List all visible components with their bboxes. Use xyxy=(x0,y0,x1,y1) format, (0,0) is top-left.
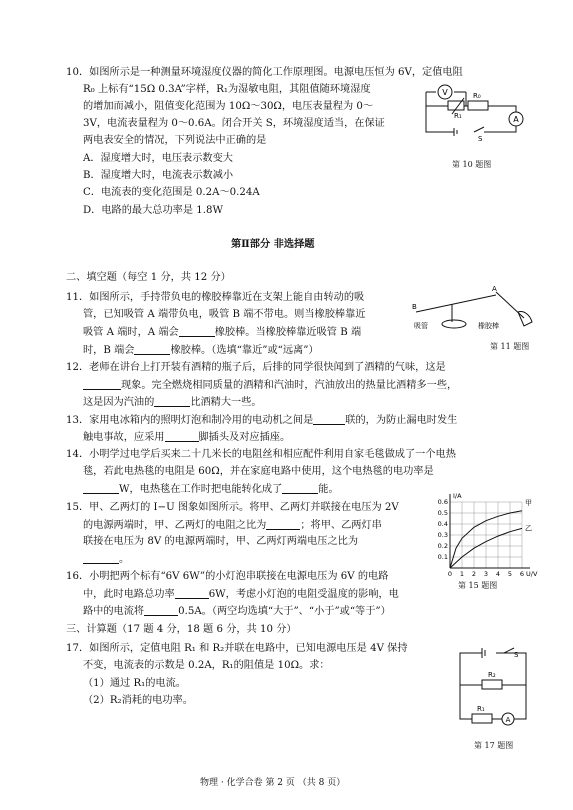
q12-blank-2[interactable] xyxy=(154,395,190,407)
x-tick-label: 5 xyxy=(507,570,513,578)
q11-line-4: 时，B 端会 橡胶棒。（选填“靠近”或“远离”） xyxy=(83,345,319,356)
q10-switch-label: S xyxy=(478,135,483,143)
q10-circuit-diagram xyxy=(418,84,528,154)
q16-blank-2[interactable] xyxy=(144,604,178,616)
q11-blank-2[interactable] xyxy=(134,343,170,355)
x-tick-label: 4 xyxy=(495,570,501,578)
q17-line-2: 不变，电流表的示数是 0.2A，R₁的阻值是 10Ω。求： xyxy=(83,660,330,671)
q16-line-1: 16．小明把两个标有“6V 6W”的小灯泡串联接在电源电压为 6V 的电路 xyxy=(66,571,389,582)
q10-line-3: 的增加而减小，阻值变化范围为 10Ω～30Ω，电压表量程为 0～ xyxy=(83,101,374,112)
q11-line-3: 吸管 A 端时，A 端会 橡胶棒。当橡胶棒靠近吸管 B 端 xyxy=(83,327,362,338)
q11-label-straw: 吸管 xyxy=(414,322,428,330)
q17-r1-label: R₁ xyxy=(477,705,485,713)
q17-r2-label: R₂ xyxy=(488,671,496,679)
q11-blank-1[interactable] xyxy=(179,325,215,337)
q12-line-1: 12．老师在讲台上打开装有酒精的瓶子后，后排的同学很快闻到了酒精的气味，这是 xyxy=(66,362,446,373)
series-label-2: 乙 xyxy=(525,524,532,533)
x-tick-label: 0 xyxy=(447,570,453,578)
q10-option-b: B．湿度增大时，电流表示数减小 xyxy=(83,170,234,181)
q15-line-3: 联接在电压为 8V 的电源两端时，甲、乙两灯两端电压之比为 xyxy=(83,536,359,547)
q17-line-1: 17．如图所示，定值电阻 R₁ 和 R₂并联在电路中，已知电源电压是 4V 保持 xyxy=(66,643,408,654)
q10-caption: 第 10 题图 xyxy=(452,160,492,169)
q15-blank-1[interactable] xyxy=(266,518,300,530)
q11-label-a: A xyxy=(492,285,497,293)
q17-circuit-diagram xyxy=(452,645,534,731)
q15-blank-2[interactable] xyxy=(83,552,119,564)
q14-line-2: 毯，若此电热毯的电阻是 60Ω，并在家庭电路中使用，这个电热毯的电功率是 xyxy=(83,466,434,477)
q16-line-3: 路中的电流将 0.5A。（两空均选填“大于”、“小于”或“等于”） xyxy=(83,606,391,617)
q14-line-1: 14．小明学过电学后买来二十几米长的电阻丝和相应配件利用自家毛毯做成了一个电热 xyxy=(66,449,456,460)
q13-line-2: 触电事故，应采用 脚插头及对应插座。 xyxy=(83,432,291,443)
x-axis-label: U/V xyxy=(526,570,538,578)
q11-caption: 第 11 题图 xyxy=(490,342,530,351)
q12-line-2: 现象。完全燃烧相同质量的酒精和汽油时，汽油放出的热量比酒精多一些， xyxy=(83,378,457,393)
q11-label-rod: 橡胶棒 xyxy=(478,322,499,330)
y-axis-label: I/A xyxy=(453,492,462,500)
q14-blank-2[interactable] xyxy=(282,482,318,494)
y-tick-label: 0.3 xyxy=(437,531,448,539)
q10-r0-label: R₀ xyxy=(473,92,481,100)
x-tick-label: 1 xyxy=(459,570,465,578)
q17-line-3: （1）通过 R₁的电流。 xyxy=(83,678,186,689)
q14-line-3: W，电热毯在工作时把电能转化成了 能。 xyxy=(83,482,339,497)
section2-title: 二、填空题（每空 1 分，共 12 分） xyxy=(66,272,231,283)
y-tick-label: 0.1 xyxy=(437,553,448,561)
q17-caption: 第 17 题图 xyxy=(474,741,514,750)
q13-line-1: 13．家用电冰箱内的照明灯泡和制冷用的电动机之间是 联的，为防止漏电时发生 xyxy=(66,415,458,426)
x-tick-label: 3 xyxy=(483,570,489,578)
q10-ammeter-label: A xyxy=(513,115,519,124)
part2-title: 第Ⅱ部分 非选择题 xyxy=(231,238,315,250)
section3-title: 三、计算题（17 题 4 分，18 题 6 分，共 10 分） xyxy=(66,624,297,635)
q15-iu-chart xyxy=(434,490,544,580)
q10-option-c: C．电流表的变化范围是 0.2A～0.24A xyxy=(83,187,260,198)
y-tick-label: 0.4 xyxy=(437,520,448,528)
q10-r1-label: R₁ xyxy=(454,112,462,120)
q10-line-2: R₀ 上标有“15Ω 0.3A”字样，R₁为湿敏电阻，其阻值随环境湿度 xyxy=(83,84,371,95)
q17-ammeter-label: A xyxy=(505,716,511,724)
q13-blank-1[interactable] xyxy=(313,413,345,425)
q15-caption: 第 15 题图 xyxy=(458,581,498,590)
x-tick-label: 6 xyxy=(519,570,525,578)
q13-blank-2[interactable] xyxy=(165,430,199,442)
q11-line-2: 管，已知吸管 A 端带负电，吸管 B 端不带电。则当橡胶棒靠近 xyxy=(83,309,366,320)
y-tick-label: 0.5 xyxy=(437,509,448,517)
page-footer: 物理 · 化学合卷 第 2 页 （共 8 页） xyxy=(200,778,346,788)
q11-label-b: B xyxy=(412,303,417,311)
q15-line-1: 15．甲、乙两灯的 I−U 图象如图所示。将甲、乙两灯并联接在电压为 2V xyxy=(66,502,399,513)
q17-switch-label: S xyxy=(514,651,519,659)
q10-option-a: A．湿度增大时，电压表示数变大 xyxy=(83,153,233,164)
q14-blank-1[interactable] xyxy=(83,482,119,494)
q10-line-4: 3V，电流表量程为 0～0.6A。闭合开关 S，环境湿度适当，在保证 xyxy=(83,118,385,129)
q15-line-2: 的电源两端时，甲、乙两灯的电阻之比为 ；将甲、乙两灯串 xyxy=(83,520,382,531)
q10-line-1: 10．如图所示是一种测量环境湿度仪器的简化工作原理图。电源电压恒为 6V，定值电阻 xyxy=(66,67,463,78)
q16-blank-1[interactable] xyxy=(175,587,209,599)
x-tick-label: 2 xyxy=(471,570,477,578)
q16-line-2: 中，此时电路总功率 6W，考虑小灯泡的电阻受温度的影响，电 xyxy=(83,589,399,600)
q11-line-1: 11．如图所示，手持带负电的橡胶棒靠近在支架上能自由转动的吸 xyxy=(66,292,365,303)
q10-voltmeter-label: V xyxy=(442,88,448,97)
series-label-1: 甲 xyxy=(525,498,532,507)
y-tick-label: 0.2 xyxy=(437,542,448,550)
q15-line-4: 。 xyxy=(83,552,129,567)
q10-line-5: 两电表安全的情况，下列说法中正确的是 xyxy=(83,135,267,146)
q10-option-d: D．电路的最大总功率是 1.8W xyxy=(83,205,223,216)
q12-line-3: 这是因为汽油的 比酒精大一些。 xyxy=(83,397,262,408)
q17-line-4: （2）R₂消耗的电功率。 xyxy=(83,695,193,706)
q12-blank-1[interactable] xyxy=(83,378,121,390)
q11-straw-diagram xyxy=(412,282,538,340)
y-tick-label: 0.6 xyxy=(437,498,448,506)
